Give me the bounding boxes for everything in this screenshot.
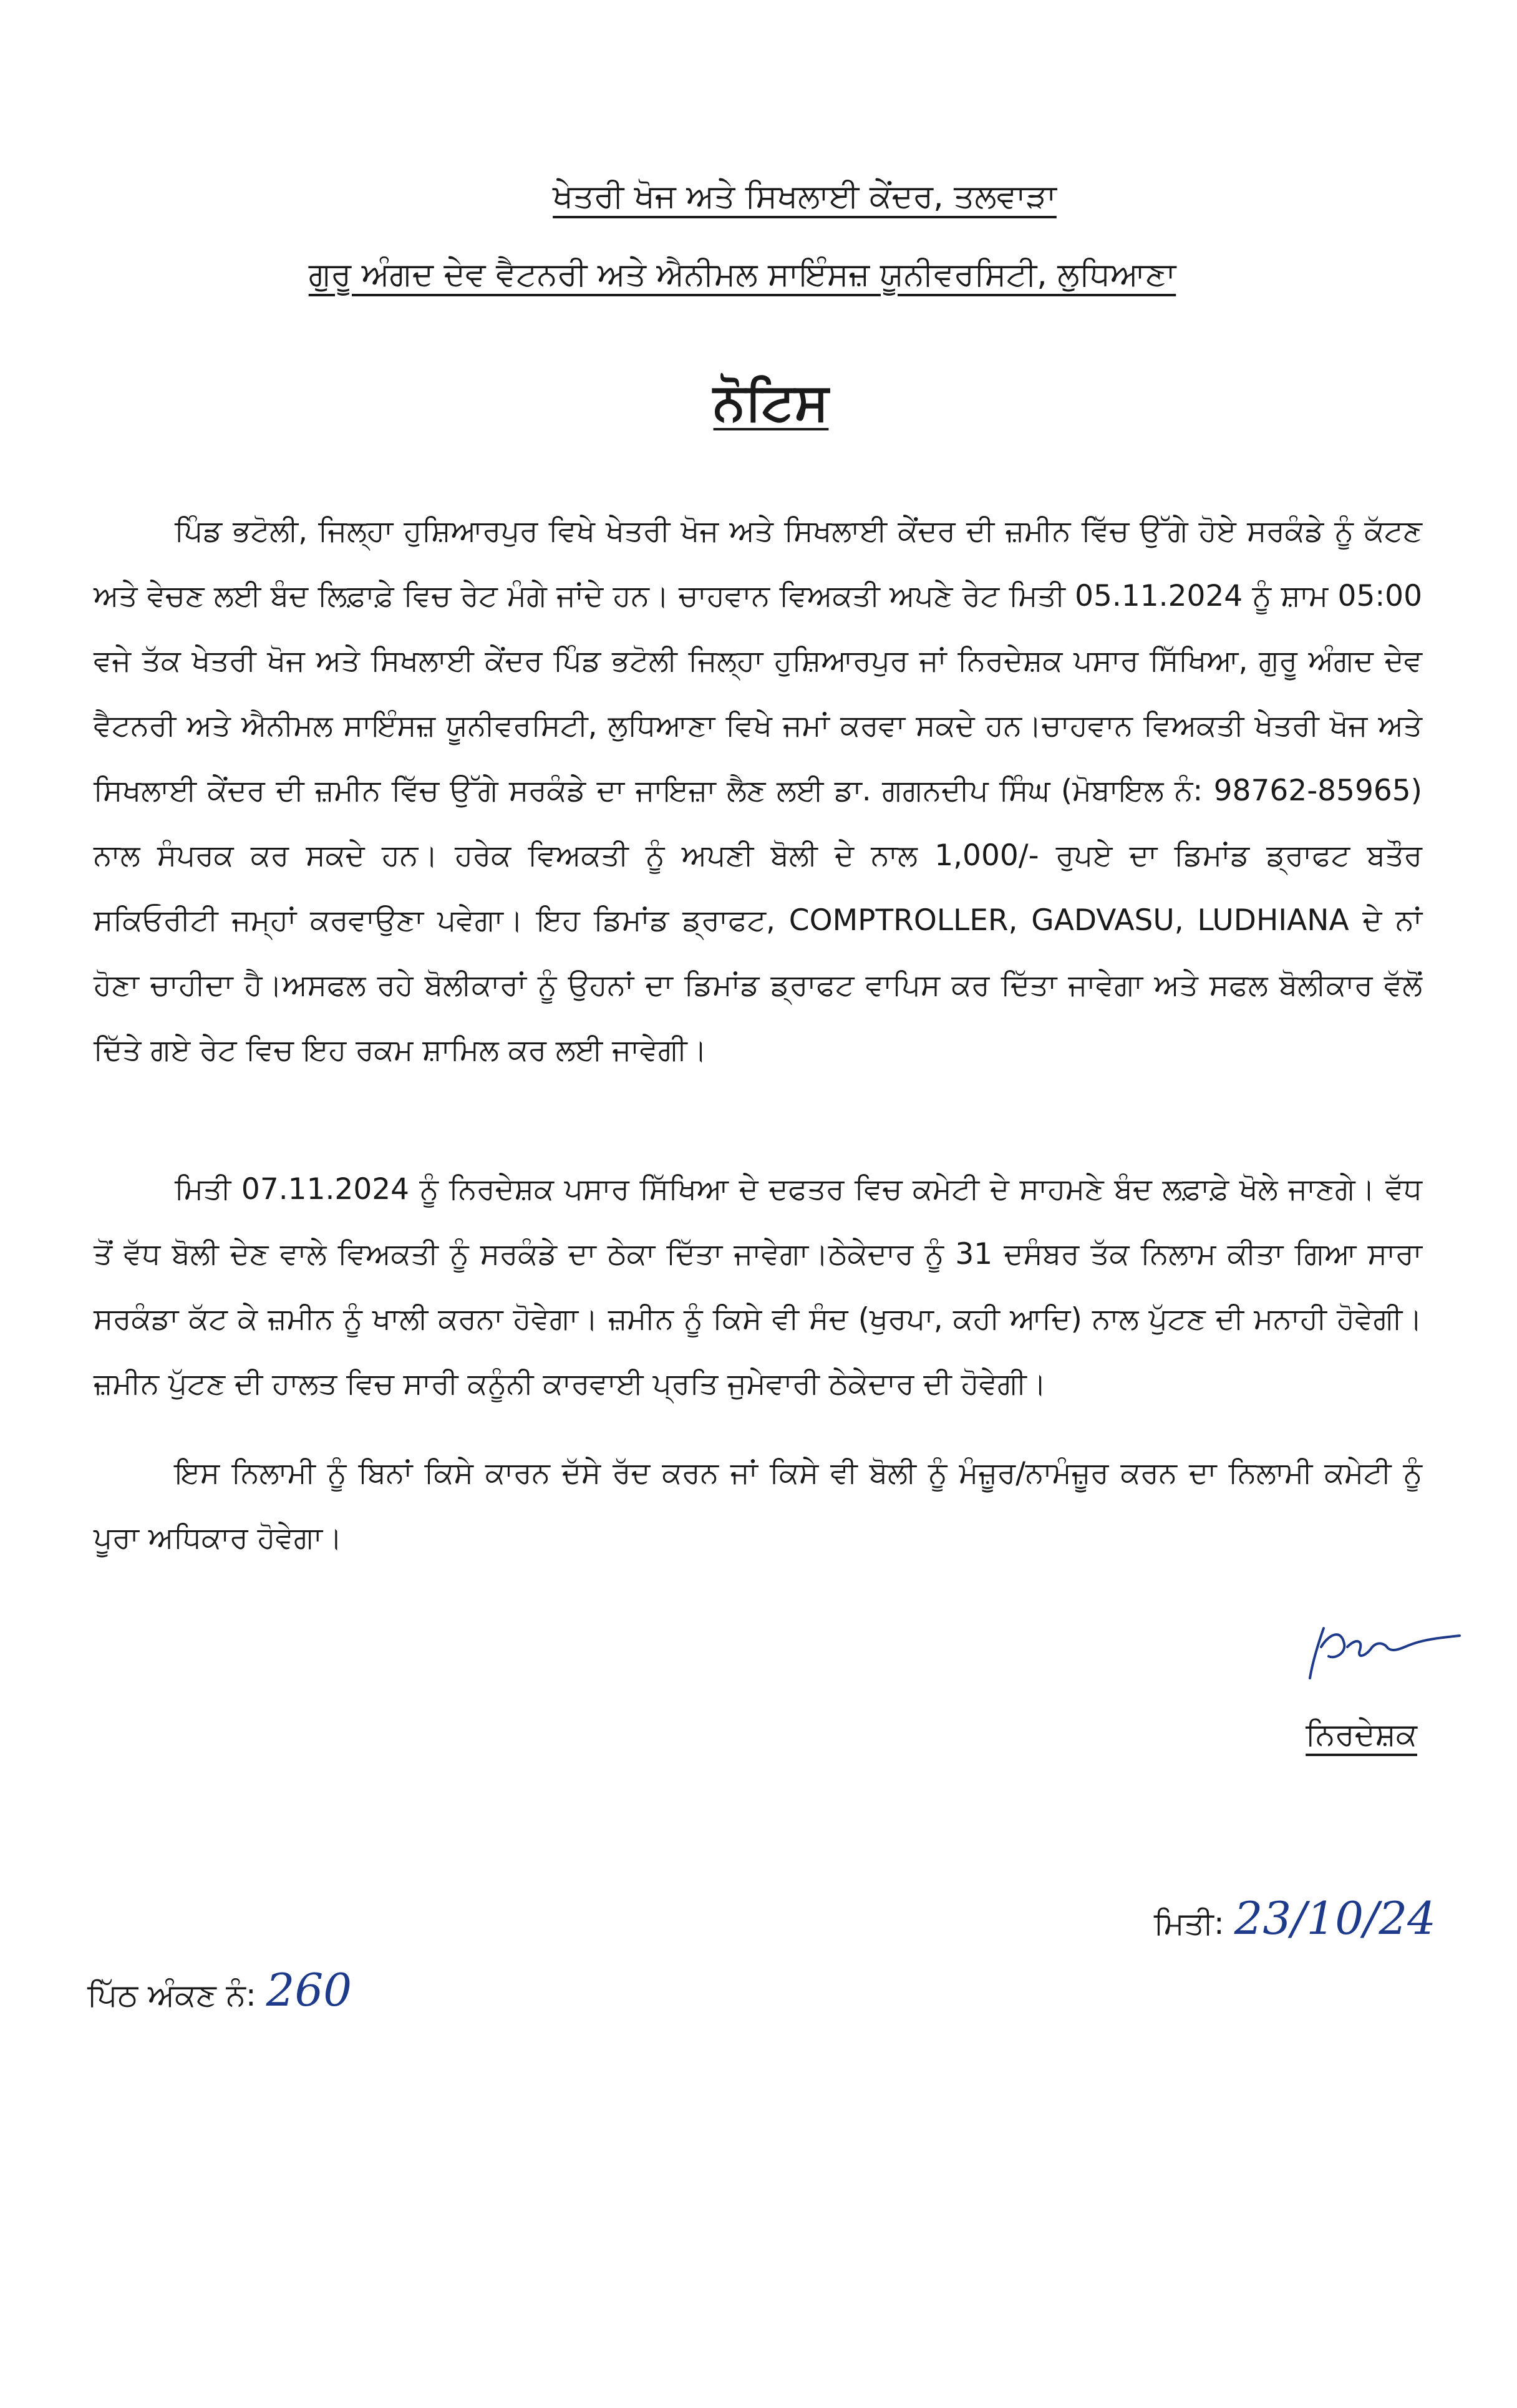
header-institution-text: ਖੇਤਰੀ ਖੋਜ ਅਤੇ ਸਿਖਲਾਈ ਕੇਂਦਰ, ਤਲਵਾੜਾ xyxy=(553,178,1057,215)
date-block xyxy=(1154,1890,1436,1951)
paragraph-1: ਪਿੰਡ ਭਟੋਲੀ, ਜਿਲ੍ਹਾ ਹੁਸ਼ਿਆਰਪੁਰ ਵਿਖੇ ਖੇਤਰੀ ਖੋਜ ਅਤੇ ਸਿਖਲਾਈ ਕੇਂਦਰ ਦੀ ਜ਼ਮੀਨ ਵਿੱਚ ਉੱਗੇ ਹੋਏ ਸਰਕੰਡੇ ਨੂੰ ਕੱਟਣ ਅਤੇ ਵੇਚਣ ਲਈ ਬੰਦ ਲਿਫ਼ਾਫ਼ੇ ਵਿਚ ਰੇਟ ਮੰਗੇ ਜਾਂਦੇ ਹਨ। ਚਾਹਵਾਨ ਵਿਅਕਤੀ ਅਪਣੇ ਰੇਟ ਮਿਤੀ 05.11.2024 ਨੂੰ ਸ਼ਾਮ 05:00 ਵਜੇ ਤੱਕ ਖੇਤਰੀ ਖੋਜ ਅਤੇ ਸਿਖਲਾਈ ਕੇਂਦਰ ਪਿੰਡ ਭਟੋਲੀ ਜਿਲ੍ਹਾ ਹੁਸ਼ਿਆਰਪੁਰ ਜਾਂ ਨਿਰਦੇਸ਼ਕ ਪਸਾਰ ਸਿੱਖਿਆ, ਗੁਰੂ ਅੰਗਦ ਦੇਵ ਵੈਟਨਰੀ ਅਤੇ ਐਨੀਮਲ ਸਾਇੰਸਜ਼ ਯੂਨੀਵਰਸਿਟੀ, ਲੁਧਿਆਣਾ ਵਿਖੇ ਜਮਾਂ ਕਰਵਾ ਸਕਦੇ ਹਨ।ਚਾਹਵਾਨ ਵਿਅਕਤੀ ਖੇਤਰੀ ਖੋਜ ਅਤੇ ਸਿਖਲਾਈ ਕੇਂਦਰ ਦੀ ਜ਼ਮੀਨ ਵਿੱਚ ਉੱਗੇ ਸਰਕੰਡੇ ਦਾ ਜਾਇਜ਼ਾ ਲੈਣ ਲਈ ਡਾ. ਗਗਨਦੀਪ ਸਿੰਘ (ਮੋਬਾਇਲ ਨੰ: 98762-85965) ਨਾਲ ਸੰਪਰਕ ਕਰ ਸਕਦੇ ਹਨ। ਹਰੇਕ ਵਿਅਕਤੀ ਨੂੰ ਅਪਣੀ ਬੋਲੀ ਦੇ ਨਾਲ 1,000/- ਰੁਪਏ ਦਾ ਡਿਮਾਂਡ ਡ੍ਰਾਫਟ ਬਤੌਰ ਸਕਿਓਰੀਟੀ ਜਮ੍ਹਾਂ ਕਰਵਾਉਣਾ ਪਵੇਗਾ। ਇਹ ਡਿਮਾਂਡ ਡ੍ਰਾਫਟ, COMPTROLLER, GADVASU, LUDHIANA ਦੇ ਨਾਂ ਹੋਣਾ ਚਾਹੀਦਾ ਹੈ।ਅਸਫਲ ਰਹੇ ਬੋਲੀਕਾਰਾਂ ਨੂੰ ਉਹਨਾਂ ਦਾ ਡਿਮਾਂਡ ਡ੍ਰਾਫਟ ਵਾਪਿਸ ਕਰ ਦਿੱਤਾ ਜਾਵੇਗਾ ਅਤੇ ਸਫਲ ਬੋਲੀਕਾਰ ਵੱਲੋਂ ਦਿੱਤੇ ਗਏ ਰੇਟ ਵਿਚ ਇਹ ਰਕਮ ਸ਼ਾਮਿਲ ਕਰ ਲਈ ਜਾਵੇਗੀ। xyxy=(94,514,1422,1067)
reference-block xyxy=(87,1962,352,2023)
handwritten-signature xyxy=(1285,1609,1472,1697)
header-institution xyxy=(87,172,1517,221)
reference-number: 260 xyxy=(266,1964,352,2016)
paragraph-3: ਇਸ ਨਿਲਾਮੀ ਨੂੰ ਬਿਨਾਂ ਕਿਸੇ ਕਾਰਨ ਦੱਸੇ ਰੱਦ ਕਰਨ ਜਾਂ ਕਿਸੇ ਵੀ ਬੋਲੀ ਨੂੰ ਮੰਜ਼ੂਰ/ਨਾਮੰਜ਼ੂਰ ਕਰਨ ਦਾ ਨਿਲਾਮੀ ਕਮੇਟੀ ਨੂੰ ਪੂਰਾ ਅਧਿਕਾਰ ਹੋਵੇਗਾ। xyxy=(94,1456,1422,1555)
notice-title-text: ਨੋਟਿਸ xyxy=(713,372,829,432)
header-university-text: ਗੁਰੂ ਅੰਗਦ ਦੇਵ ਵੈਟਨਰੀ ਅਤੇ ਐਨੀਮਲ ਸਾਇੰਸਜ਼ ਯੂਨੀਵਰਸਿਟੀ, ਲੁਧਿਆਣਾ xyxy=(308,256,1176,293)
notice-title xyxy=(12,368,1517,437)
designation xyxy=(1306,1712,1417,1756)
date-label: ਮਿਤੀ: xyxy=(1153,1905,1224,1941)
header-university xyxy=(25,250,1460,299)
reference-label: ਪਿੱਠ ਅੰਕਣ ਨੰ: xyxy=(87,1977,256,2013)
paragraph-2: ਮਿਤੀ 07.11.2024 ਨੂੰ ਨਿਰਦੇਸ਼ਕ ਪਸਾਰ ਸਿੱਖਿਆ ਦੇ ਦਫਤਰ ਵਿਚ ਕਮੇਟੀ ਦੇ ਸਾਹਮਣੇ ਬੰਦ ਲਫ਼ਾਫ਼ੇ ਖੋਲੇ ਜਾਣਗੇ। ਵੱਧ ਤੋਂ ਵੱਧ ਬੋਲੀ ਦੇਣ ਵਾਲੇ ਵਿਅਕਤੀ ਨੂੰ ਸਰਕੰਡੇ ਦਾ ਠੇਕਾ ਦਿੱਤਾ ਜਾਵੇਗਾ।ਠੇਕੇਦਾਰ ਨੂੰ 31 ਦਸੰਬਰ ਤੱਕ ਨਿਲਾਮ ਕੀਤਾ ਗਿਆ ਸਾਰਾ ਸਰਕੰਡਾ ਕੱਟ ਕੇ ਜ਼ਮੀਨ ਨੂੰ ਖਾਲੀ ਕਰਨਾ ਹੋਵੇਗਾ। ਜ਼ਮੀਨ ਨੂੰ ਕਿਸੇ ਵੀ ਸੰਦ (ਖੁਰਪਾ, ਕਹੀ ਆਦਿ) ਨਾਲ ਪੁੱਟਣ ਦੀ ਮਨਾਹੀ ਹੋਵੇਗੀ।ਜ਼ਮੀਨ ਪੁੱਟਣ ਦੀ ਹਾਲਤ ਵਿਚ ਸਾਰੀ ਕਨੂੰਨੀ ਕਾਰਵਾਈ ਪ੍ਰਤਿ ਜੁਮੇਵਾਰੀ ਠੇਕੇਦਾਰ ਦੀ ਹੋਵੇਗੀ। xyxy=(94,1172,1422,1401)
date-value: 23/10/24 xyxy=(1234,1892,1436,1944)
designation-text: ਨਿਰਦੇਸ਼ਕ xyxy=(1306,1716,1417,1752)
